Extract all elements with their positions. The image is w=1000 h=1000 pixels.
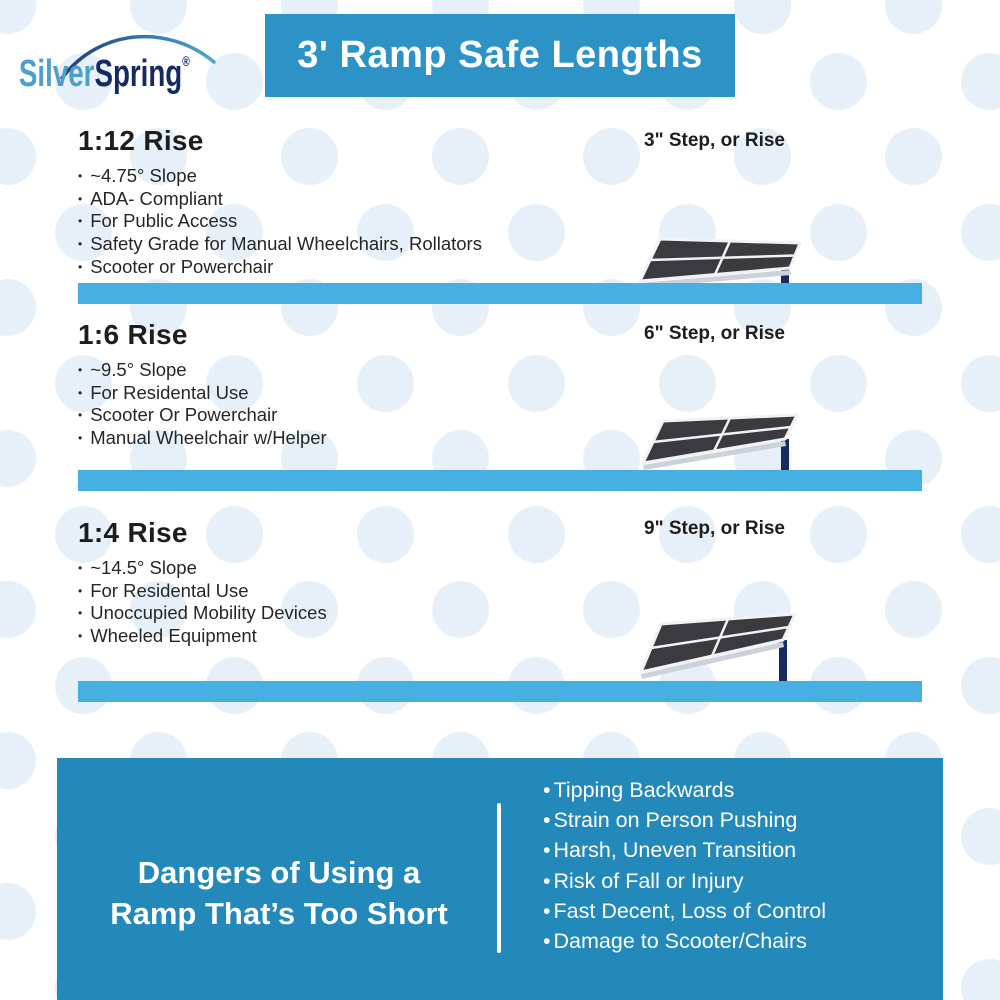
danger-list bbox=[543, 775, 826, 956]
danger-item: • Strain on Person Pushing bbox=[543, 805, 826, 835]
ramp-icon bbox=[635, 594, 835, 682]
ground-bar bbox=[78, 283, 922, 304]
bullet-item: • For Residental Use bbox=[78, 382, 327, 405]
ramp-icon bbox=[630, 230, 830, 286]
section-bullets bbox=[78, 165, 482, 279]
danger-item: • Tipping Backwards bbox=[543, 775, 826, 805]
section-1-4-rise bbox=[78, 516, 327, 648]
section-bullets bbox=[78, 557, 327, 648]
bullet-item: • For Residental Use bbox=[78, 580, 327, 603]
danger-item: • Fast Decent, Loss of Control bbox=[543, 896, 826, 926]
step-rise-label: 9" Step, or Rise bbox=[644, 518, 785, 539]
vertical-divider bbox=[497, 803, 501, 953]
bullet-item: • ~9.5° Slope bbox=[78, 359, 327, 382]
danger-title bbox=[57, 852, 501, 934]
danger-box bbox=[57, 758, 943, 1000]
title-banner bbox=[265, 14, 735, 97]
page-title: 3' Ramp Safe Lengths bbox=[297, 34, 703, 76]
bullet-item: • Scooter Or Powerchair bbox=[78, 404, 327, 427]
bullet-item: • Scooter or Powerchair bbox=[78, 256, 482, 279]
danger-item: • Damage to Scooter/Chairs bbox=[543, 926, 826, 956]
danger-item: • Harsh, Uneven Transition bbox=[543, 835, 826, 865]
section-heading: 1:4 Rise bbox=[78, 517, 188, 548]
section-bullets bbox=[78, 359, 327, 450]
danger-title-line2: Ramp That’s Too Short bbox=[110, 896, 448, 931]
registered-mark: ® bbox=[182, 53, 190, 70]
silverspring-logo bbox=[16, 24, 231, 96]
bullet-item: • Safety Grade for Manual Wheelchairs, Rollators bbox=[78, 233, 482, 256]
logo-silver: Silver bbox=[18, 52, 95, 96]
bullet-item: • Unoccupied Mobility Devices bbox=[78, 602, 327, 625]
bullet-item: • ~14.5° Slope bbox=[78, 557, 327, 580]
ramp-icon bbox=[635, 399, 835, 471]
bullet-item: • For Public Access bbox=[78, 210, 482, 233]
bullet-item: • ADA- Compliant bbox=[78, 188, 482, 211]
step-rise-label: 3" Step, or Rise bbox=[644, 130, 785, 151]
bullet-item: • Wheeled Equipment bbox=[78, 625, 327, 648]
section-1-12-rise bbox=[78, 124, 482, 279]
section-heading: 1:6 Rise bbox=[78, 319, 188, 350]
logo-spring: Spring bbox=[94, 52, 183, 96]
bullet-item: • ~4.75° Slope bbox=[78, 165, 482, 188]
ground-bar bbox=[78, 470, 922, 491]
danger-title-line1: Dangers of Using a bbox=[137, 855, 421, 890]
bullet-item: • Manual Wheelchair w/Helper bbox=[78, 427, 327, 450]
ground-bar bbox=[78, 681, 922, 702]
section-1-6-rise bbox=[78, 318, 327, 450]
logo-text bbox=[19, 53, 190, 95]
section-heading: 1:12 Rise bbox=[78, 125, 204, 156]
danger-item: • Risk of Fall or Injury bbox=[543, 866, 826, 896]
step-rise-label: 6" Step, or Rise bbox=[644, 323, 785, 344]
